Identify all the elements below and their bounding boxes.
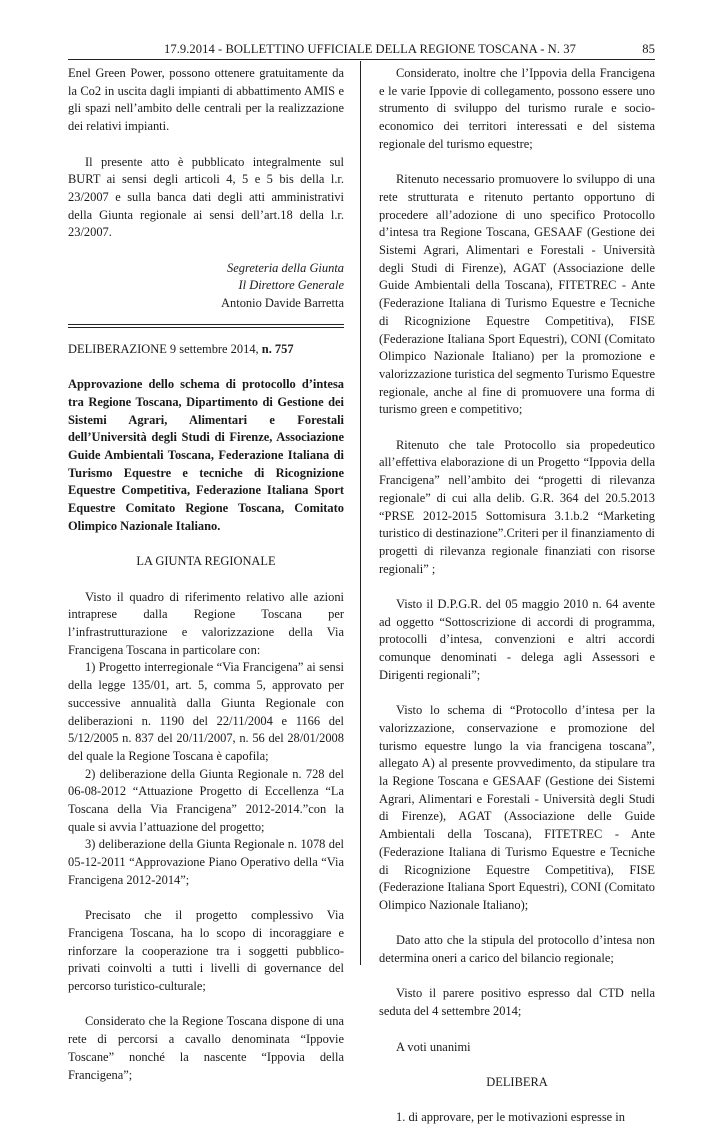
paragraph: Visto il parere positivo espresso dal CTD nella seduta del 4 settembre 2014; bbox=[379, 986, 655, 1019]
list-item: 1) Progetto interregionale “Via Francigena” ai sensi della legge 135/01, art. 5, comma 5, approvato per successive annualità dalla Giunta Regionale con deliberazioni n. 1190 del 22/11/2004 e 1166 del 5/12/2005 n. 837 del 20/11/2007, n. 56 del 28/01/2008 del quale la Regione Toscana è capofila; bbox=[68, 660, 344, 763]
paragraph: Considerato che la Regione Toscana dispone di una rete di percorsi a cavallo denominata “Ippovie Toscane” nonché la nascente “Ippovia della Francigena”; bbox=[68, 1014, 344, 1082]
section-separator bbox=[68, 324, 344, 328]
paragraph: Visto il quadro di riferimento relativo alle azioni intraprese dalla Regione Toscana per l’infrastrutturazione e valorizzazione della Via Francigena Toscana in particolare con: bbox=[68, 589, 344, 657]
page-number: 85 bbox=[642, 42, 655, 56]
paragraph: A voti unanimi bbox=[396, 1039, 471, 1054]
paragraph: Enel Green Power, possono ottenere gratuitamente da la Co2 in uscita dagli impianti di abbattimento AMIS e gli spazi nell’ambito delle centrali per la realizzazione dei relativi impianti. bbox=[68, 66, 344, 134]
paragraph: Ritenuto che tale Protocollo sia propedeutico all’effettiva elaborazione di un Progetto “Ippovia della Francigena” nell’ambito dei “progetti di rilevanza regionale” di cui alla delib. G.R. 364 del 20.5.2013 “PRSE 2012-2015 Sottomisura 3.1.b.2 “Marketing turistico di destinazione”.Criteri per il finanziamento di progetti di rilevanza regionale finanziati con risorse regionali” ; bbox=[379, 437, 655, 576]
signature-role: Il Direttore Generale bbox=[238, 278, 344, 293]
list-item: 2) deliberazione della Giunta Regionale n. 728 del 06-08-2012 “Attuazione Progetto di Eccellenza “La Toscana della Via Francigena” 2012-2014.”con la quale si avvia l’attuazione del progetto; bbox=[68, 766, 344, 834]
section-heading: DELIBERA bbox=[486, 1074, 548, 1089]
list-item: 3) deliberazione della Giunta Regionale n. 1078 del 05-12-2011 “Approvazione Piano Operativo della “Via Francigena 2012-2014”; bbox=[68, 837, 344, 887]
paragraph: Visto il D.P.G.R. del 05 maggio 2010 n. 64 avente ad oggetto “Sottoscrizione di accordi di programma, protocolli d’intesa, convenzioni e altri accordi comunque denominati - delega agli Assessori e Dirigenti regionali”; bbox=[379, 597, 655, 682]
paragraph: 1. di approvare, per le motivazioni espresse in bbox=[396, 1110, 625, 1125]
paragraph: Il presente atto è pubblicato integralmente sul BURT ai sensi degli articoli 4, 5 e 5 bis della l.r. 23/2007 e sulla banca dati degli atti amministrativi della Giunta regionale ai sensi dell’art.18 della l.r. 23/2007. bbox=[68, 154, 344, 240]
paragraph: Ritenuto necessario promuovere lo sviluppo di una rete strutturata e ritenuto pertanto opportuno di procedere all’adozione di uno specifico Protocollo d’intesa tra Regione Toscana, GESAAF (Gestione dei Sistemi Agrari, Alimentari e Forestali - Università degli Studi di Firenze), AGAT (Associazione delle Guide Ambientali della Toscana), FITETREC - Ante (Federazione Italiana di Turismo Equestre e Tecniche di Ricognizione Equestre Competitiva), FISE (Federazione Italiana Sport Equestri), CONI (Comitato Olimpico Nazionale Italiano) per la promozione e valorizzazione turistica del segmento Turismo Equestre regionale, anche al fine di promuovere una forma di turismo green e competitivo; bbox=[379, 172, 655, 417]
signature-office: Segreteria della Giunta bbox=[227, 260, 344, 275]
deliberation-number: n. 757 bbox=[261, 341, 294, 356]
paragraph: Considerato, inoltre che l’Ippovia della Francigena e le varie Ippovie di collegamento, possono essere uno strumento di sviluppo del turismo rurale e socio-economico dei territori interessati e del sistema regionale del turismo equestre; bbox=[379, 66, 655, 151]
page-header bbox=[68, 40, 655, 60]
paragraph: Precisato che il progetto complessivo Via Francigena Toscana, ha lo scopo di incoraggiare e rinforzare la cooperazione tra i soggetti pubblico-privati coinvolti a tutti i livelli di governance del percorso turistico-culturale; bbox=[68, 908, 344, 994]
column-divider bbox=[360, 61, 361, 965]
header-title: 17.9.2014 - BOLLETTINO UFFICIALE DELLA REGIONE TOSCANA - N. 37 bbox=[164, 42, 576, 56]
paragraph: Dato atto che la stipula del protocollo d’intesa non determina oneri a carico del bilancio regionale; bbox=[379, 933, 655, 966]
deliberation-heading bbox=[68, 341, 344, 359]
section-heading: LA GIUNTA REGIONALE bbox=[136, 554, 276, 569]
right-column bbox=[379, 65, 655, 1127]
paragraph: Visto lo schema di “Protocollo d’intesa per la valorizzazione, conservazione e promozione del turismo equestre lungo la via francigena toscana”, allegato A) al presente provvedimento, da stipulare tra la Regione Toscana e GESAAF (Gestione dei Sistemi Agrari, Alimentari e Forestali - Università degli Studi di Firenze), AGAT (Associazione delle Guide Ambientali della Toscana), FITETREC - Ante (Federazione Italiana di Turismo Equestre e Tecniche di Ricognizione Equestre Competitiva), FISE (Federazione Italiana Sport Equestri), CONI (Comitato Olimpico Nazionale Italiano); bbox=[379, 703, 655, 912]
left-column bbox=[68, 65, 344, 1084]
deliberation-title: Approvazione dello schema di protocollo d’intesa tra Regione Toscana, Dipartimento di Gestione dei Sistemi Agrari, Alimentari e Forestali dell’Università degli Studi di Firenze, Associazione Guide Ambientali Toscana, Federazione Italiana di Turismo Equestre e tecniche di Ricognizione Equestre Competitiva, Federazione Italiana Sport Equestre Comitato Regione Toscana, Comitato Olimpico Nazionale Italiano. bbox=[68, 377, 344, 533]
header-rule bbox=[68, 59, 655, 60]
deliberation-date: DELIBERAZIONE 9 settembre 2014, bbox=[68, 341, 262, 356]
signature-name: Antonio Davide Barretta bbox=[221, 296, 344, 311]
